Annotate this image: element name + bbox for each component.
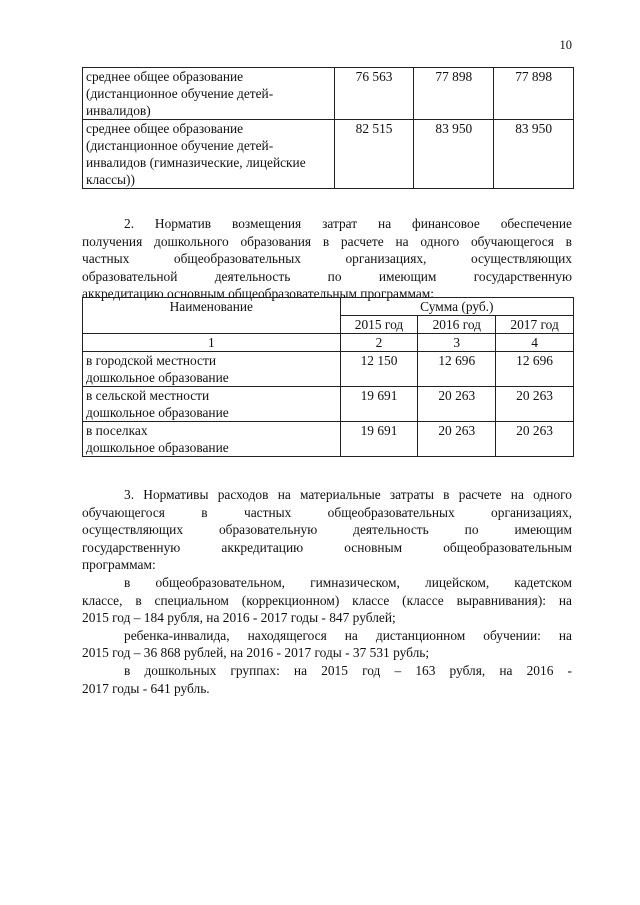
paragraph-line: обучающегося в частных общеобразовательных организациях, bbox=[82, 504, 572, 520]
preschool-table bbox=[82, 297, 574, 457]
cell-line: среднее общее образование bbox=[86, 121, 244, 136]
table-cell-value: 12 696 bbox=[418, 352, 496, 387]
paragraph-line: в общеобразовательном, гимназическом, лицейском, кадетском bbox=[124, 574, 572, 590]
paragraph-line: получения дошкольного образования в расчете на одного обучающегося в bbox=[82, 233, 572, 249]
table-cell-value: 82 515 bbox=[334, 120, 414, 189]
table-row bbox=[83, 68, 574, 120]
column-number: 2 bbox=[340, 334, 418, 352]
table-cell-value: 76 563 bbox=[334, 68, 414, 120]
table-number-row bbox=[83, 334, 574, 352]
column-number: 4 bbox=[496, 334, 574, 352]
cell-line: дошкольное образование bbox=[86, 405, 229, 420]
table-cell-value: 77 898 bbox=[414, 68, 494, 120]
paragraph-line: классе, в специальном (коррекционном) классе (классе выравнивания): на bbox=[82, 592, 572, 608]
table-cell-name bbox=[83, 422, 341, 457]
table-cell-name bbox=[83, 387, 341, 422]
table-row bbox=[83, 352, 574, 387]
cell-line: инвалидов) bbox=[86, 103, 151, 118]
cell-line: (дистанционное обучение детей- bbox=[86, 86, 274, 101]
table-row bbox=[83, 120, 574, 189]
table-cell-value: 20 263 bbox=[496, 422, 574, 457]
cell-line: (дистанционное обучение детей- bbox=[86, 138, 274, 153]
table-cell-value: 83 950 bbox=[414, 120, 494, 189]
paragraph-line: 2. Норматив возмещения затрат на финансовое обеспечение bbox=[124, 216, 572, 231]
section-2-paragraph bbox=[82, 215, 572, 303]
cell-line: классы)) bbox=[86, 172, 135, 187]
paragraph-line: государственную аккредитацию основным общеобразовательным bbox=[82, 539, 572, 555]
paragraph-line: осуществляющих образовательную деятельность по имеющим bbox=[82, 522, 572, 538]
paragraph-line: аккредитацию основным общеобразовательным программам: bbox=[82, 286, 434, 302]
table-cell-value: 12 150 bbox=[340, 352, 418, 387]
paragraph-line: в дошкольных группах: на 2015 год – 163 рубля, на 2016 - bbox=[124, 662, 572, 678]
cell-line: в городской местности bbox=[86, 353, 217, 368]
paragraph-line: 2015 год – 36 868 рублей, на 2016 - 2017 годы - 37 531 рубль; bbox=[82, 645, 430, 661]
table-cell-value: 19 691 bbox=[340, 422, 418, 457]
table-cell-value: 20 263 bbox=[496, 387, 574, 422]
header-year: 2015 год bbox=[340, 316, 418, 334]
table-cell-name bbox=[83, 352, 341, 387]
table-cell-value: 19 691 bbox=[340, 387, 418, 422]
cell-line: в поселках bbox=[86, 423, 148, 438]
paragraph-line: 2015 год – 184 рубля, на 2016 - 2017 годы - 847 рублей; bbox=[82, 610, 396, 626]
header-sum: Сумма (руб.) bbox=[340, 298, 573, 316]
paragraph-line: частных общеобразовательных организациях, осуществляющих bbox=[82, 251, 572, 267]
section-3-paragraph bbox=[82, 486, 572, 697]
cell-line: инвалидов (гимназические, лицейские bbox=[86, 155, 306, 170]
header-name: Наименование bbox=[83, 298, 341, 334]
cell-line: в сельской местности bbox=[86, 388, 210, 403]
paragraph-line: 3. Нормативы расходов на материальные затраты в расчете на одного bbox=[124, 487, 572, 502]
table-row bbox=[83, 387, 574, 422]
table-cell-value: 20 263 bbox=[418, 387, 496, 422]
table-row bbox=[83, 422, 574, 457]
page-number: 10 bbox=[559, 38, 572, 52]
table-header-row bbox=[83, 298, 574, 316]
table-cell-name bbox=[83, 68, 335, 120]
cell-line: дошкольное образование bbox=[86, 440, 229, 455]
top-table bbox=[82, 67, 574, 189]
column-number: 3 bbox=[418, 334, 496, 352]
paragraph-line: образовательной деятельность по имеющим государственную bbox=[82, 268, 572, 284]
paragraph-line: 2017 годы - 641 рубль. bbox=[82, 680, 210, 696]
paragraph-line: ребенка-инвалида, находящегося на дистанционном обучении: на bbox=[124, 627, 572, 643]
cell-line: дошкольное образование bbox=[86, 370, 229, 385]
table-cell-value: 83 950 bbox=[494, 120, 574, 189]
column-number: 1 bbox=[83, 334, 341, 352]
header-year: 2016 год bbox=[418, 316, 496, 334]
table-cell-value: 12 696 bbox=[496, 352, 574, 387]
paragraph-line: программам: bbox=[82, 557, 156, 573]
table-cell-name bbox=[83, 120, 335, 189]
table-cell-value: 77 898 bbox=[494, 68, 574, 120]
header-year: 2017 год bbox=[496, 316, 574, 334]
cell-line: среднее общее образование bbox=[86, 69, 244, 84]
table-cell-value: 20 263 bbox=[418, 422, 496, 457]
